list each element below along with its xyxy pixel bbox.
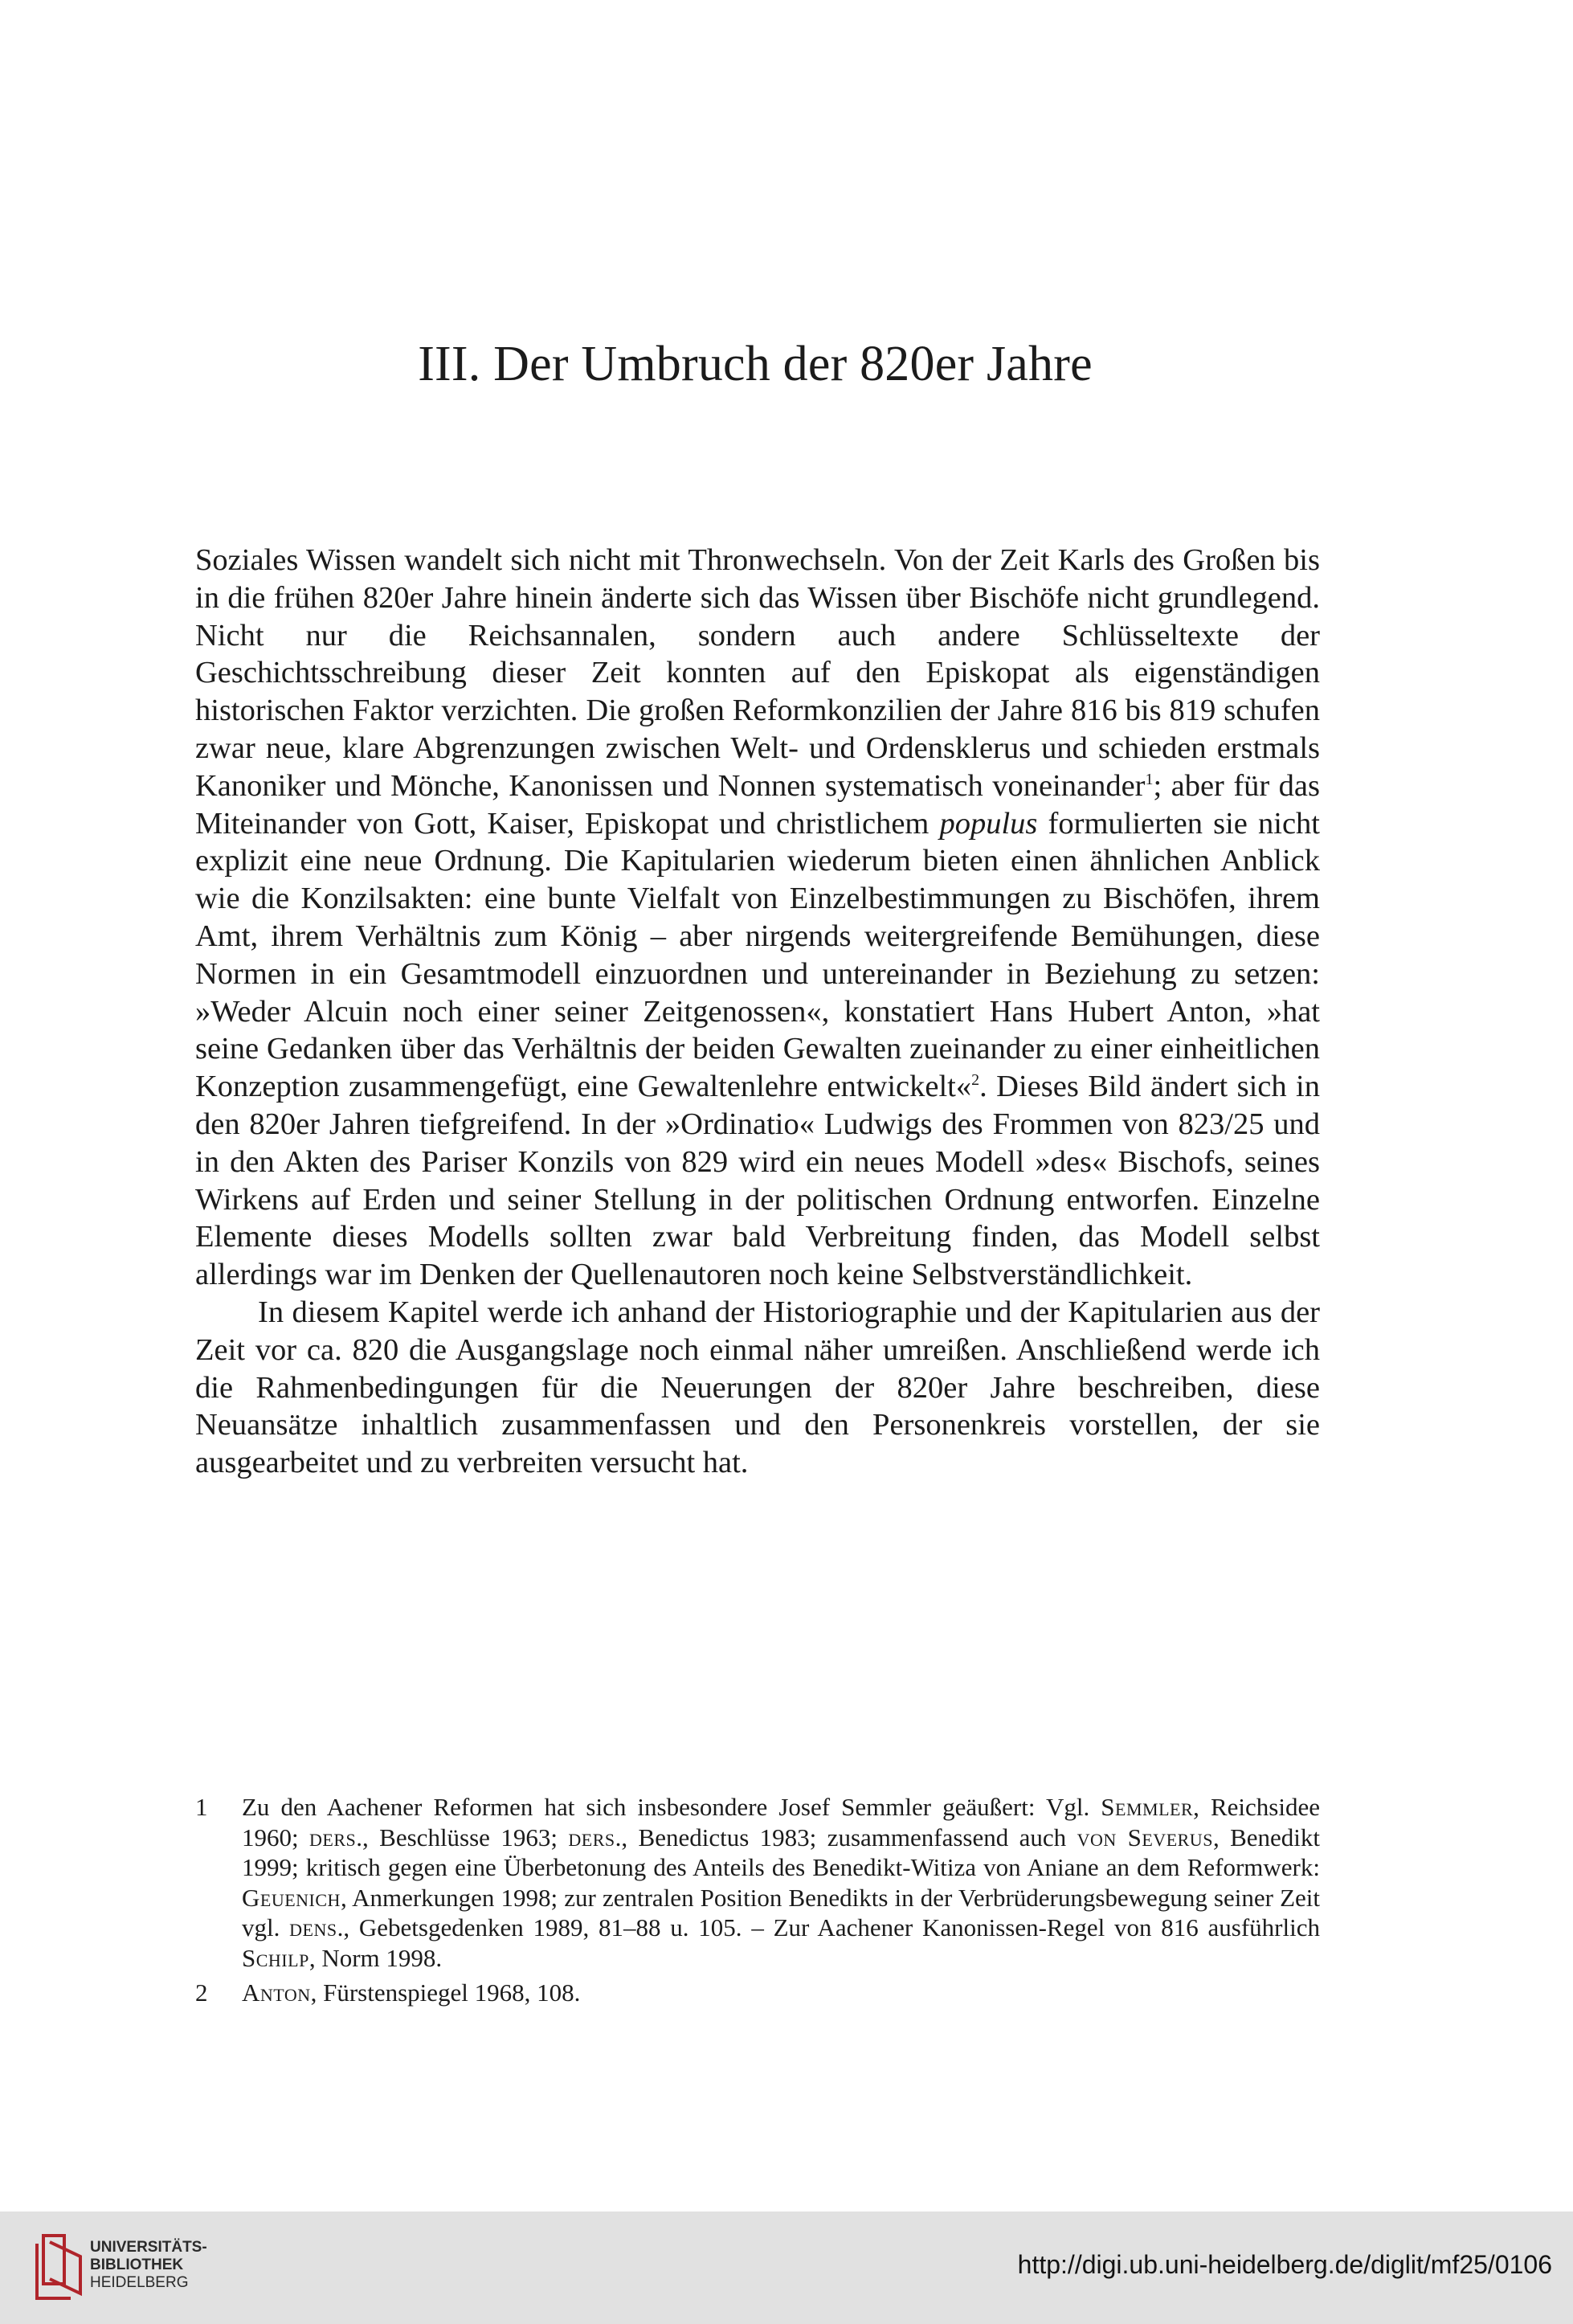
chapter-title: III. Der Umbruch der 820er Jahre [418,337,1093,391]
library-name-line-1: UNIVERSITÄTS- [90,2239,207,2256]
author-name: Geuenich [242,1883,341,1912]
footnote-text-part: , Fürstenspiegel 1968, 108. [310,1978,581,2007]
footnote-ref-1[interactable]: 1 [1145,770,1154,788]
footnote-text-part: , Benedikt 1999; kritisch gegen eine Überbetonung des Anteils des Benedikt-Witiza von Aniane an dem Reformwerk: [242,1823,1321,1881]
footnote-text-part: ., Benedictus 1983; zusammenfassend auch [615,1823,1077,1851]
paragraph-1 [195,542,1320,1294]
footnote-1 [195,1792,1320,1973]
footnote-number: 2 [195,1978,208,2007]
author-name: ders [568,1823,615,1851]
footnote-text-part: , Norm 1998. [308,1943,443,1972]
footnote-2 [195,1978,1320,2008]
paragraph-1-text-a: Soziales Wissen wandelt sich nicht mit Thronwechseln. Von der Zeit Karls des Großen bis in die frühen 820er Jahre hinein änderte sich das Wissen über Bischöfe nicht grundlegend. Nicht nur die Reichsannalen, sondern auch andere Schlüsseltexte der Geschichtsschreibung dieser Zeit konnten auf den Episkopat als eigenständigen historischen Faktor verzichten. Die großen Reformkonzilien der Jahre 816 bis 819 schufen zwar neue, klare Abgrenzungen zwischen Welt- und Ordensklerus und schieden erstmals Kanoniker und Mönche, Kanonissen und Nonnen systematisch voneinander [195,543,1320,803]
paragraph-1-text-b: ; aber für das Miteinander von Gott, Kaiser, Episkopat und christlichem [195,768,1320,841]
footnote-number: 1 [195,1793,208,1821]
author-name: Anton [242,1978,311,2007]
footnote-text-part: , Anmerkungen 1998; zur zentralen Position Benedikts in der Verbrüderungsbewegung seiner Zeit vgl. [242,1883,1320,1941]
library-name [90,2239,207,2292]
library-name-line-2: BIBLIOTHEK [90,2256,184,2273]
permalink-url[interactable]: http://digi.ub.uni-heidelberg.de/diglit/mf25/0106 [1017,2250,1552,2279]
paragraph-1-italic-term: populus [939,806,1038,841]
paragraph-1-text-d: . Dieses Bild ändert sich in den 820er Jahren tiefgreifend. In der »Ordinatio« Ludwigs des Frommen von 823/25 und in den Akten des Pariser Konzils von 829 wird ein neues Modell »des« Bischofs, seines Wirkens auf Erden und seiner Stellung in der politischen Ordnung entworfen. Einzelne Elemente dieses Modells sollten zwar bald Verbreitung finden, das Modell selbst allerdings war im Denken der Quellenautoren noch keine Selbstverständlichkeit. [195,1070,1320,1292]
footnote-text-part: ., Beschlüsse 1963; [356,1823,569,1851]
paragraph-1-text-c: formulierten sie nicht explizit eine neue Ordnung. Die Kapitularien wiederum bieten einen ähnlichen Anblick wie die Konzilsakten: eine bunte Vielfalt von Einzelbestimmungen zu Bischöfen, ihrem Amt, ihrem Verhältnis zum König – aber nirgends weitergreifende Bemühungen, diese Normen in ein Gesamtmodell einzuordnen und untereinander in Beziehung zu setzen: »Weder Alcuin noch einer seiner Zeitgenossen«, konstatiert Hans Hubert Anton, »hat seine Gedanken über das Verhältnis der beiden Gewalten zueinander zu einer einheitlichen Konzeption zusammengefügt, eine Gewaltenlehre entwickelt« [195,806,1320,1104]
footnote-text-part: , Reichsidee 1960; [242,1793,1320,1851]
footnote-ref-2[interactable]: 2 [971,1071,980,1090]
main-text [195,542,1320,1482]
author-name: dens [289,1913,337,1941]
footnotes [195,1792,1320,2013]
paragraph-2: In diesem Kapitel werde ich anhand der Historiographie und der Kapitularien aus der Zeit vor ca. 820 die Ausgangslage noch einmal näher umreißen. Anschließend werde ich die Rahmenbedingungen für die Neuerungen der 820er Jahre beschreiben, diese Neuansätze inhaltlich zusammenfassen und den Personenkreis vorstellen, der sie ausgearbeitet und zu verbreiten versucht hat. [195,1295,1320,1480]
digitization-footer [0,2211,1573,2324]
author-name: von Severus [1077,1823,1213,1851]
library-logo-icon [32,2229,88,2306]
footnote-text-part: ., Gebetsgedenken 1989, 81–88 u. 105. – Zur Aachener Kanonissen-Regel von 816 ausführlich [337,1913,1320,1941]
footnote-text-part: Zu den Aachener Reformen hat sich insbesondere Josef Semmler geäußert: Vgl. [242,1793,1101,1821]
author-name: ders [309,1823,357,1851]
library-name-line-3: HEIDELBERG [90,2274,189,2291]
author-name: Schilp [242,1943,309,1972]
footnote-text [242,1978,1320,2008]
author-name: Semmler [1101,1793,1194,1821]
footnote-text [242,1792,1320,1973]
